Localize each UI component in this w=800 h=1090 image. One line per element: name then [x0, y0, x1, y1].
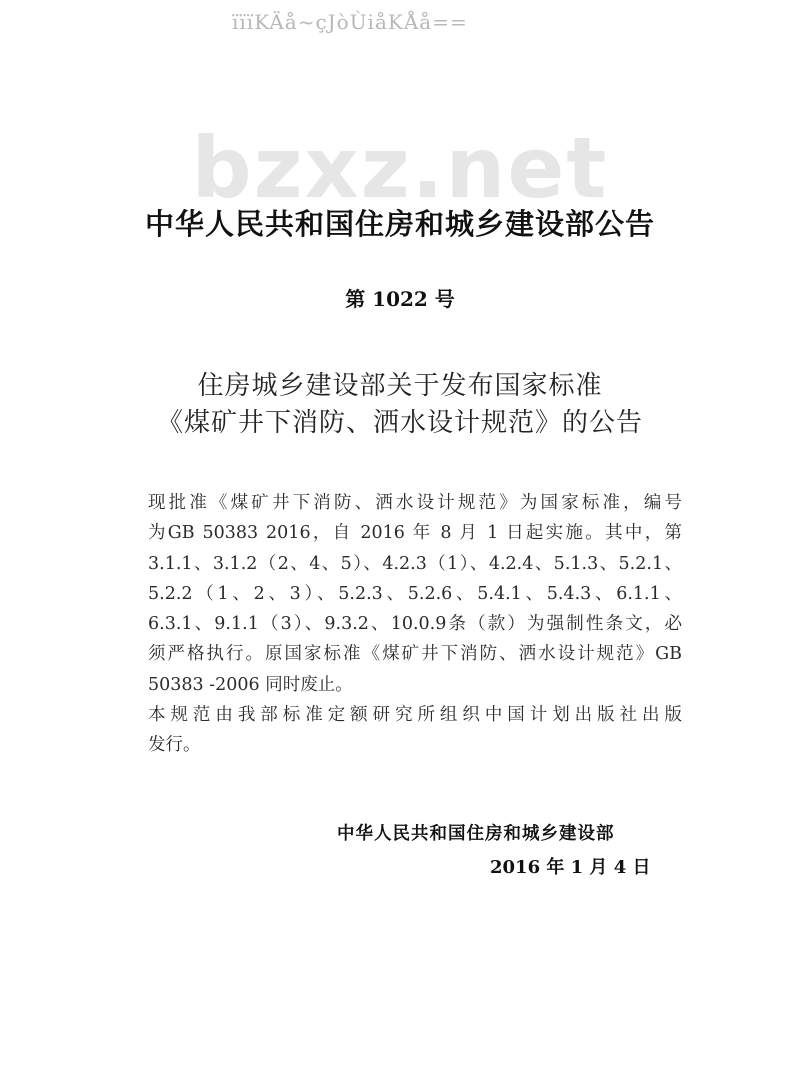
subtitle-line-1: 住房城乡建设部关于发布国家标准: [197, 371, 603, 401]
body-line: 3.1.1、3.1.2（2、4、5）、4.2.3（1）、4.2.4、5.1.3、5.2.1、: [148, 553, 682, 574]
body-line: 50383 -2006 同时废止。: [148, 674, 353, 695]
body-line: 现批准《煤矿井下消防、洒水设计规范》为国家标准，编号: [148, 493, 682, 513]
announcement-number: 第 1022 号: [345, 287, 455, 311]
body-line: 须严格执行。原国家标准《煤矿井下消防、洒水设计规范》GB: [148, 644, 682, 665]
signing-organization: 中华人民共和国住房和城乡建设部: [337, 824, 615, 844]
body-line: 为GB 50383 2016，自 2016 年 8 月 1 日起实施。其中，第: [148, 523, 682, 544]
body-line: 发行。: [148, 735, 201, 756]
body-line: 5.2.2（1、2、3）、5.2.3、5.2.6、5.4.1、5.4.3、6.1.1、: [148, 583, 682, 604]
body-paragraph-1: [148, 488, 682, 700]
body-paragraph-2: [148, 700, 682, 761]
subtitle-line-2: 《煤矿井下消防、洒水设计规范》的公告: [156, 408, 643, 438]
page-header-text: ïïïKÄå~çJòÙiåKÅå==: [232, 10, 468, 34]
body-line: 本规范由我部标准定额研究所组织中国计划出版社出版: [148, 705, 682, 725]
watermark: bzxz.net: [191, 119, 609, 217]
signing-date: 2016 年 1 月 4 日: [490, 857, 651, 878]
body-line: 6.3.1、9.1.1（3）、9.3.2、10.0.9条（款）为强制性条文，必: [148, 614, 682, 635]
announcement-title: 中华人民共和国住房和城乡建设部公告: [144, 207, 655, 241]
